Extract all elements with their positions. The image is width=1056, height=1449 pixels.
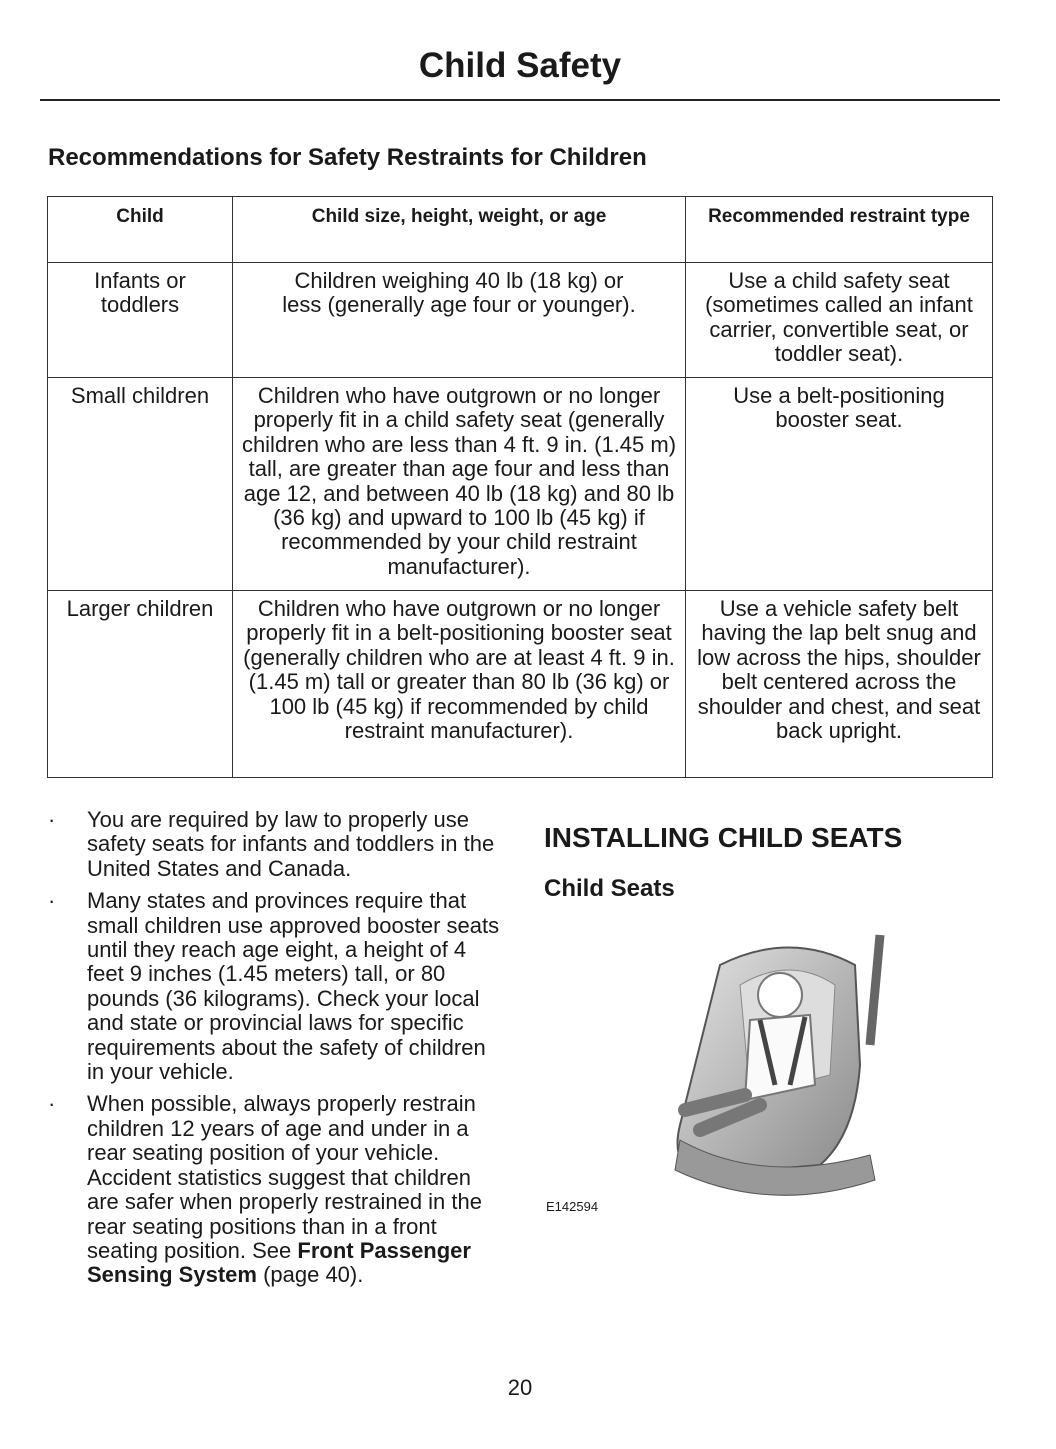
installing-heading: INSTALLING CHILD SEATS [544, 822, 903, 853]
child-seat-illustration [640, 925, 910, 1215]
bullet-icon: · [48, 807, 56, 832]
restraint-table [47, 196, 993, 778]
child-seats-heading: Child Seats [544, 875, 675, 902]
table-header-row [48, 197, 993, 263]
figure-code: E142594 [546, 1199, 599, 1214]
list-item-text: Many states and provinces require that small children use approved booster seats until they reach age eight, a height of 4 feet 9 inches (1.45 meters) tall, or 80 pounds (36 kilograms). Check your local and state or provincial laws for specific requirements about the safety of children in your vehicle. [87, 888, 500, 1085]
bullet-icon: · [48, 888, 56, 914]
column-header: Recommended restraint type [686, 197, 993, 263]
list-item [48, 808, 503, 881]
list-item-text: You are required by law to properly use safety seats for infants and toddlers in the United States and Canada. [87, 807, 495, 881]
table-cell: Use a vehicle safety belt having the lap belt snug and low across the hips, shoulder belt centered across the shoulder and chest, and seat back upright. [686, 591, 993, 778]
list-item [48, 889, 503, 1084]
cross-reference-link[interactable]: Front Passenger Sensing System [87, 1237, 471, 1288]
page-number: 20 [507, 1375, 533, 1400]
table-cell: Small children [48, 378, 233, 591]
table-cell: Use a belt-positioning booster seat. [686, 378, 993, 591]
table-cell: Use a child safety seat (sometimes called an infant carrier, convertible seat, or toddler seat). [686, 263, 993, 378]
table-cell: Larger children [48, 591, 233, 778]
table-cell: Children who have outgrown or no longer properly fit in a child safety seat (generally children who are less than 4 ft. 9 in. (1.45 m) tall, are greater than age four and less than age 12, and between 40 lb (18 kg) and 80 lb (36 kg) and upward to 100 lb (45 kg) if recommended by your child restraint manufacturer). [233, 378, 686, 591]
table-cell: Children who have outgrown or no longer properly fit in a belt-positioning booster seat (generally children who are at least 4 ft. 9 in. (1.45 m) tall or greater than 80 lb (36 kg) or 100 lb (45 kg) if recommended by child restraint manufacturer). [233, 591, 686, 778]
bullet-icon: · [48, 1091, 56, 1117]
table-cell: Infants or toddlers [48, 263, 233, 378]
list-item-text: When possible, always properly restrain children 12 years of age and under in a rear seating position of your vehicle. Accident statistics suggest that children are safer when properly restrained in the rear seating positions than in a front seating position. See [87, 1091, 482, 1263]
page-title: Child Safety [418, 46, 622, 85]
table-row [48, 378, 993, 591]
page-reference: (page 40). [256, 1262, 364, 1288]
list-item [48, 1092, 503, 1287]
column-header: Child size, height, weight, or age [233, 197, 686, 263]
title-divider [40, 99, 1000, 101]
table-row [48, 591, 993, 778]
section-heading: Recommendations for Safety Restraints for Children [48, 144, 647, 171]
table-row [48, 263, 993, 378]
table-cell: Children weighing 40 lb (18 kg) or less (generally age four or younger). [233, 263, 686, 378]
column-header: Child [48, 197, 233, 263]
bullet-list [48, 808, 503, 1296]
